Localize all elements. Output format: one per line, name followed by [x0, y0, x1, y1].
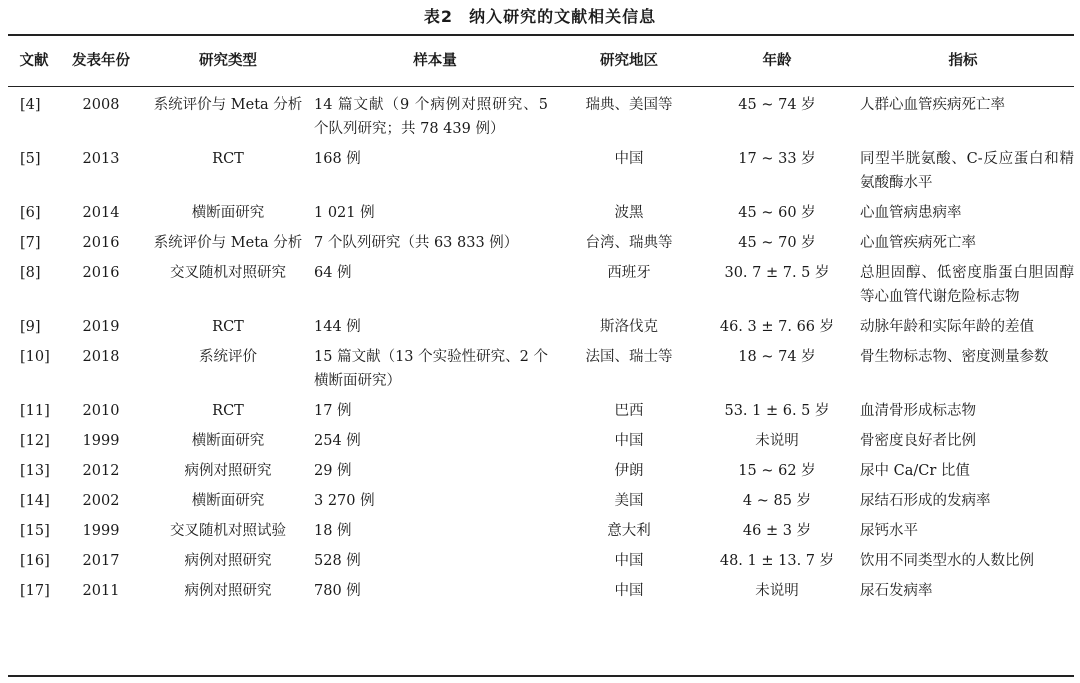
cell-year: 2008	[82, 97, 120, 113]
header-type: 研究类型	[199, 53, 257, 69]
cell-year: 2012	[82, 463, 120, 479]
cell-ref: [13]	[20, 463, 50, 479]
cell-type: 病例对照研究	[184, 553, 272, 569]
cell-year: 1999	[82, 523, 120, 539]
table-row	[8, 312, 1074, 342]
cell-age: 30. 7 ± 7. 5 岁	[724, 265, 830, 281]
cell-ref: [9]	[20, 319, 41, 335]
cell-indicator: 总胆固醇、低密度脂蛋白胆固醇等心血管代谢危险标志物	[860, 265, 1074, 305]
header-row	[8, 36, 1074, 86]
table-row	[8, 198, 1074, 228]
cell-ref: [15]	[20, 523, 50, 539]
cell-age: 46. 3 ± 7. 66 岁	[719, 319, 835, 335]
cell-age: 48. 1 ± 13. 7 岁	[719, 553, 835, 569]
header-year: 发表年份	[72, 53, 130, 69]
header-age: 年龄	[762, 53, 792, 69]
cell-type: 系统评价与 Meta 分析	[153, 97, 303, 113]
cell-ref: [16]	[20, 553, 50, 569]
cell-ref: [4]	[20, 97, 41, 113]
cell-type: RCT	[212, 319, 244, 335]
cell-indicator: 骨生物标志物、密度测量参数	[860, 349, 1049, 365]
cell-region: 中国	[614, 433, 644, 449]
cell-ref: [5]	[20, 151, 41, 167]
table-row	[8, 516, 1074, 546]
cell-type: 横断面研究	[191, 433, 265, 449]
cell-age: 53. 1 ± 6. 5 岁	[724, 403, 830, 419]
cell-sample: 780 例	[314, 583, 361, 599]
cell-region: 波黑	[614, 205, 644, 221]
cell-region: 伊朗	[614, 463, 644, 479]
cell-indicator: 尿钙水平	[860, 523, 918, 539]
cell-ref: [17]	[20, 583, 50, 599]
cell-sample: 3 270 例	[314, 493, 375, 509]
cell-year: 1999	[82, 433, 120, 449]
cell-sample: 14 篇文献（9 个病例对照研究、5 个队列研究；共 78 439 例）	[314, 97, 548, 137]
cell-age: 18 ~ 74 岁	[738, 349, 816, 365]
table-row	[8, 486, 1074, 516]
cell-indicator: 尿结石形成的发病率	[860, 493, 991, 509]
cell-sample: 17 例	[314, 403, 352, 419]
cell-region: 台湾、瑞典等	[585, 235, 673, 251]
table-caption	[0, 4, 1080, 27]
bottom-rule	[8, 675, 1074, 677]
table-label: 表2	[423, 7, 454, 26]
cell-indicator: 血清骨形成标志物	[860, 403, 976, 419]
cell-year: 2017	[82, 553, 120, 569]
cell-year: 2018	[82, 349, 120, 365]
cell-region: 巴西	[614, 403, 644, 419]
cell-ref: [11]	[20, 403, 50, 419]
cell-age: 45 ~ 70 岁	[738, 235, 816, 251]
cell-year: 2019	[82, 319, 120, 335]
cell-region: 意大利	[607, 523, 651, 539]
table-row	[8, 86, 1074, 144]
cell-year: 2010	[82, 403, 120, 419]
cell-age: 未说明	[755, 583, 799, 599]
cell-age: 46 ± 3 岁	[742, 523, 812, 539]
cell-year: 2016	[82, 265, 120, 281]
cell-ref: [6]	[20, 205, 41, 221]
header-indicator: 指标	[948, 53, 978, 69]
cell-sample: 1 021 例	[314, 205, 375, 221]
table-row	[8, 228, 1074, 258]
header-ref: 文献	[19, 53, 49, 69]
cell-sample: 18 例	[314, 523, 352, 539]
table-row	[8, 546, 1074, 576]
cell-age: 4 ~ 85 岁	[742, 493, 812, 509]
cell-sample: 254 例	[314, 433, 361, 449]
cell-age: 17 ~ 33 岁	[738, 151, 816, 167]
table-body	[8, 86, 1074, 606]
table-row	[8, 342, 1074, 396]
cell-ref: [10]	[20, 349, 50, 365]
cell-age: 45 ~ 74 岁	[738, 97, 816, 113]
cell-sample: 29 例	[314, 463, 352, 479]
cell-region: 中国	[614, 553, 644, 569]
cell-ref: [12]	[20, 433, 50, 449]
cell-year: 2014	[82, 205, 120, 221]
cell-type: 横断面研究	[191, 493, 265, 509]
cell-year: 2013	[82, 151, 120, 167]
cell-indicator: 人群心血管疾病死亡率	[860, 97, 1005, 113]
cell-region: 中国	[614, 151, 644, 167]
header-region: 研究地区	[600, 53, 658, 69]
cell-type: RCT	[212, 403, 244, 419]
cell-year: 2011	[82, 583, 120, 599]
table-row	[8, 396, 1074, 426]
cell-sample: 528 例	[314, 553, 361, 569]
cell-type: 横断面研究	[191, 205, 265, 221]
cell-region: 西班牙	[607, 265, 651, 281]
table-row	[8, 258, 1074, 312]
cell-age: 15 ~ 62 岁	[738, 463, 816, 479]
cell-indicator: 同型半胱氨酸、C-反应蛋白和精氨酸酶水平	[860, 151, 1074, 191]
cell-year: 2016	[82, 235, 120, 251]
cell-indicator: 尿石发病率	[860, 583, 933, 599]
cell-type: 交叉随机对照试验	[170, 523, 286, 539]
cell-ref: [14]	[20, 493, 50, 509]
table-row	[8, 144, 1074, 198]
cell-type: RCT	[212, 151, 244, 167]
cell-region: 瑞典、美国等	[585, 97, 673, 113]
studies-table	[8, 36, 1074, 606]
cell-indicator: 心血管病患病率	[860, 205, 962, 221]
header-sample: 样本量	[413, 53, 457, 69]
cell-type: 病例对照研究	[184, 583, 272, 599]
cell-type: 交叉随机对照研究	[170, 265, 286, 281]
table-title: 纳入研究的文献相关信息	[469, 7, 657, 26]
cell-type: 系统评价与 Meta 分析	[153, 235, 303, 251]
cell-sample: 144 例	[314, 319, 361, 335]
cell-age: 未说明	[755, 433, 799, 449]
cell-region: 中国	[614, 583, 644, 599]
cell-sample: 7 个队列研究（共 63 833 例）	[314, 235, 519, 251]
table-row	[8, 576, 1074, 606]
cell-indicator: 饮用不同类型水的人数比例	[860, 553, 1034, 569]
cell-year: 2002	[82, 493, 120, 509]
cell-sample: 168 例	[314, 151, 361, 167]
cell-region: 斯洛伐克	[600, 319, 658, 335]
cell-indicator: 骨密度良好者比例	[860, 433, 976, 449]
cell-indicator: 尿中 Ca/Cr 比值	[860, 463, 970, 479]
table-row	[8, 456, 1074, 486]
cell-indicator: 心血管疾病死亡率	[860, 235, 976, 251]
cell-region: 法国、瑞士等	[585, 349, 673, 365]
cell-ref: [8]	[20, 265, 41, 281]
cell-region: 美国	[614, 493, 644, 509]
cell-type: 病例对照研究	[184, 463, 272, 479]
cell-indicator: 动脉年龄和实际年龄的差值	[860, 319, 1034, 335]
cell-sample: 64 例	[314, 265, 352, 281]
cell-age: 45 ~ 60 岁	[738, 205, 816, 221]
table-row	[8, 426, 1074, 456]
cell-type: 系统评价	[199, 349, 257, 365]
cell-sample: 15 篇文献（13 个实验性研究、2 个横断面研究）	[314, 349, 548, 389]
cell-ref: [7]	[20, 235, 41, 251]
